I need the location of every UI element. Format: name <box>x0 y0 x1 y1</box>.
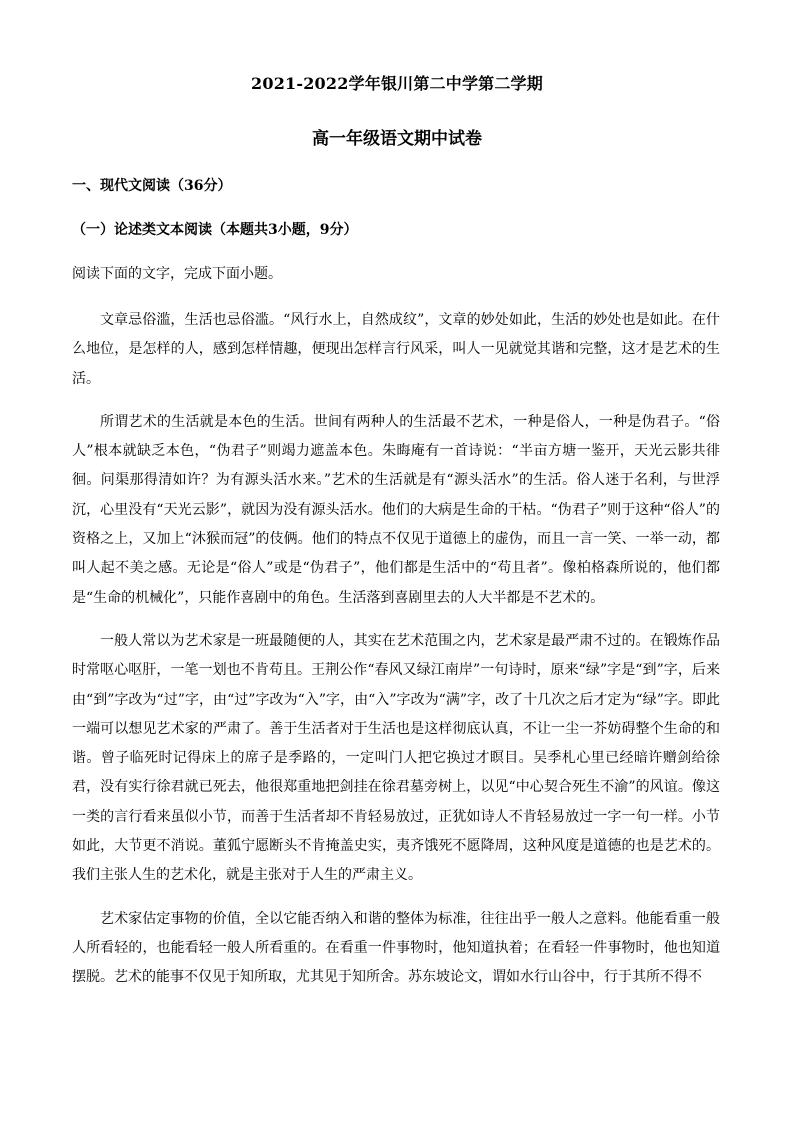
exam-subtitle: 高一年级语文期中试卷 <box>312 129 482 149</box>
passage-body <box>72 306 720 1007</box>
passage-paragraph-3: 一般人常以为艺术家是一班最随便的人，其实在艺术范围之内，艺术家是最严肃不过的。在锻炼作品时常呕心呕肝，一笔一划也不肯苟且。王荆公作“春风又绿江南岸”一句诗时，原来“绿”字是“到”字，后来由“到”字改为“过”字，由“过”字改为“入”字，由“入”字改为“满”字，改了十几次之后才定为“绿”字。即此一端可以想见艺术家的严肃了。善于生活者对于生活也是这样彻底认真，不让一尘一芥妨碍整个生命的和谐。曾子临死时记得床上的席子是季路的，一定叫门人把它换过才瞑目。吴季札心里已经暗许赠剑给徐君，没有实行徐君就已死去，他很郑重地把剑挂在徐君墓旁树上，以见“中心契合死生不渝”的风谊。像这一类的言行看来虽似小节，而善于生活者却不肯轻易放过，正犹如诗人不肯轻易放过一字一句一样。小节如此，大节更不消说。董狐宁愿断头不肯掩盖史实，夷齐饿死不愿降周，这种风度是道德的也是艺术的。我们主张人生的艺术化，就是主张对于人生的严肃主义。 <box>72 632 720 884</box>
exam-title: 2021-2022学年银川第二中学第二学期 <box>251 74 543 93</box>
reading-instruction: 阅读下面的文字，完成下面小题。 <box>72 266 282 282</box>
passage-paragraph-4: 艺术家估定事物的价值，全以它能否纳入和谐的整体为标准，往往出乎一般人之意料。他能看重一般人所看轻的，也能看轻一般人所看重的。在看重一件事物时，他知道执着；在看轻一件事物时，他也知道摆脱。艺术的能事不仅见于知所取，尤其见于知所舍。苏东坡论文，谓如水行山谷中，行于其所不得不 <box>72 910 720 986</box>
passage-paragraph-2: 所谓艺术的生活就是本色的生活。世间有两种人的生活最不艺术，一种是俗人，一种是伪君子。“俗人”根本就缺乏本色，“伪君子”则竭力遮盖本色。朱晦庵有一首诗说：“半亩方塘一鉴开，天光云影共徘徊。问渠那得清如许？为有源头活水来。”艺术的生活就是有“源头活水”的生活。俗人迷于名利，与世浮沉，心里没有“天光云影”，就因为没有源头活水。他们的大病是生命的干枯。“伪君子”则于这种“俗人”的资格之上，又加上“沐猴而冠”的伎俩。他们的特点不仅见于道德上的虚伪，而且一言一笑、一举一动，都叫人起不美之感。无论是“俗人”或是“伪君子”，他们都是生活中的“苟且者”。像柏格森所说的，他们都是“生命的机械化”，只能作喜剧中的角色。生活落到喜剧里去的人大半都是不艺术的。 <box>72 413 720 606</box>
section-heading: 一、现代文阅读（36分） <box>72 178 232 194</box>
passage-paragraph-1: 文章忌俗滥，生活也忌俗滥。“风行水上，自然成纹”，文章的妙处如此，生活的妙处也是如此。在什么地位，是怎样的人，感到怎样情趣，便现出怎样言行风采，叫人一见就觉其谐和完整，这才是艺术的生活。 <box>72 312 720 387</box>
subsection-heading: （一）论述类文本阅读（本题共3小题，9分） <box>72 222 358 238</box>
